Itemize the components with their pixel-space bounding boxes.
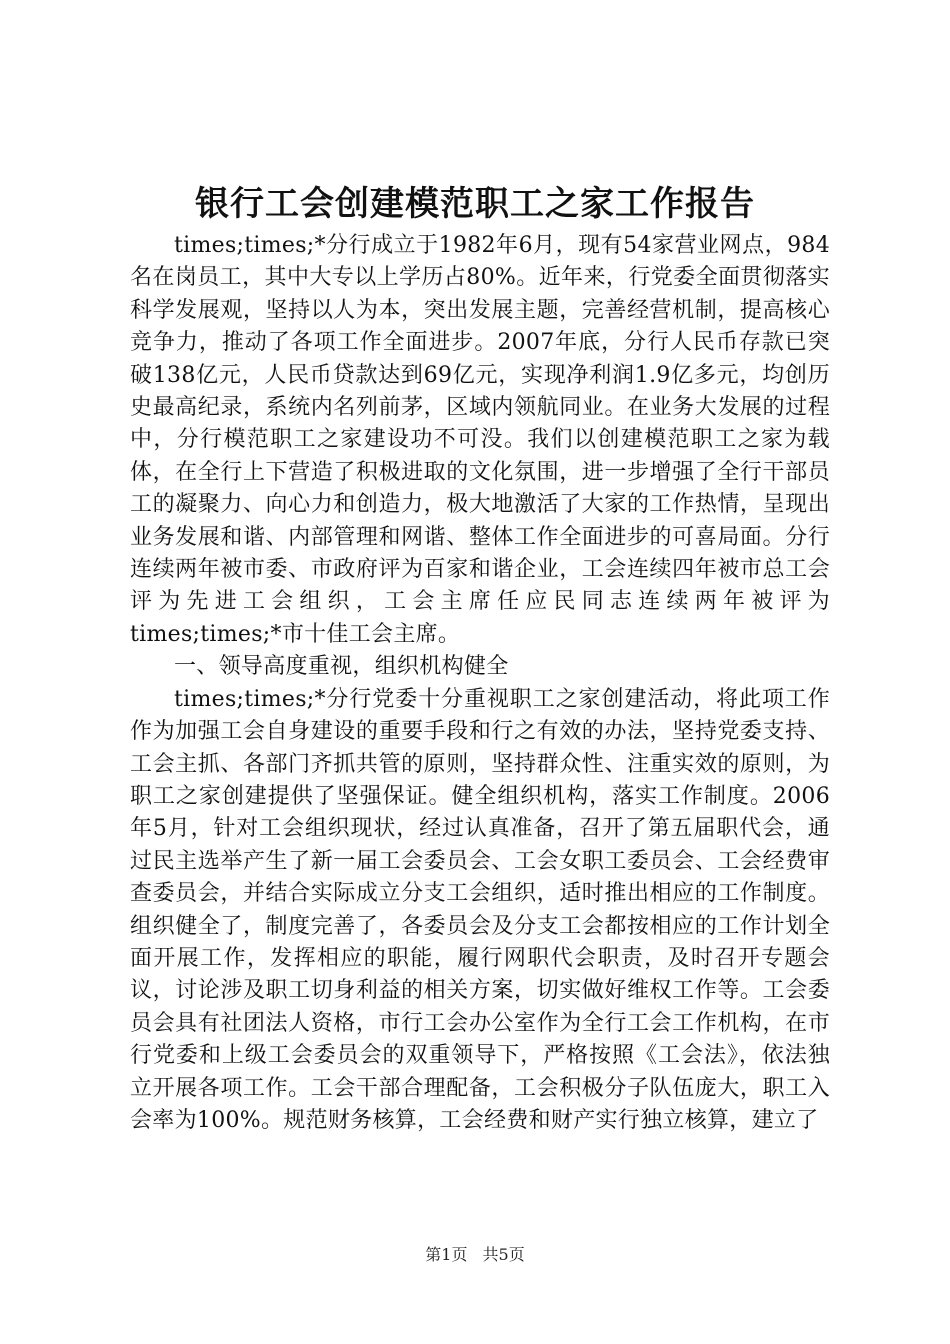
intro-paragraph: times;times;*分行成立于1982年6月，现有54家营业网点，984名在岗员工，其中大专以上学历占80%。近年来，行党委全面贯彻落实科学发展观，坚持以人为本，突出发展主题，完善经营机制，提高核心竞争力，推动了各项工作全面进步。2007年底，分行人民币存款已突破138亿元，人民币贷款达到69亿元，实现净利润1.9亿多元，均创历史最高纪录，系统内名列前茅，区域内领航同业。在业务大发展的过程中，分行模范职工之家建设功不可没。我们以创建模范职工之家为载体，在全行上下营造了积极进取的文化氛围，进一步增强了全行干部员工的凝聚力、向心力和创造力，极大地激活了大家的工作热情，呈现出业务发展和谐、内部管理和网谐、整体工作全面进步的可喜局面。分行连续两年被市委、市政府评为百家和谐企业，工会连续四年被市总工会评为先进工会组织，工会主席任应民同志连续两年被评为times;times;*市十佳工会主席。 — [130, 233, 830, 647]
page-number: 第1页 — [425, 1245, 468, 1264]
section-heading-1: 一、领导高度重视，组织机构健全 — [174, 654, 509, 680]
page-footer — [0, 1244, 950, 1266]
page-total: 共5页 — [482, 1245, 525, 1264]
document-body — [130, 230, 830, 1137]
section-1-paragraph: times;times;*分行党委十分重视职工之家创建活动，将此项工作作为加强工会自身建设的重要手段和行之有效的办法，坚持党委支持、工会主抓、各部门齐抓共管的原则，坚持群众性、注重实效的原则，为职工之家创建提供了坚强保证。健全组织机构，落实工作制度。2006年5月，针对工会组织现状，经过认真准备，召开了第五届职代会，通过民主选举产生了新一届工会委员会、工会女职工委员会、工会经费审查委员会，并结合实际成立分支工会组织，适时推出相应的工作制度。组织健全了，制度完善了，各委员会及分支工会都按相应的工作计划全面开展工作，发挥相应的职能，履行网职代会职责，及时召开专题会议，讨论涉及职工切身利益的相关方案，切实做好维权工作等。工会委员会具有社团法人资格，市行工会办公室作为全行工会工作机构，在市行党委和上级工会委员会的双重领导下，严格按照《工会法》，依法独立开展各项工作。工会干部合理配备，工会积极分子队伍庞大，职工入会率为100%。规范财务核算，工会经费和财产实行独立核算，建立了 — [130, 686, 830, 1133]
document-title: 银行工会创建模范职工之家工作报告 — [195, 184, 755, 224]
